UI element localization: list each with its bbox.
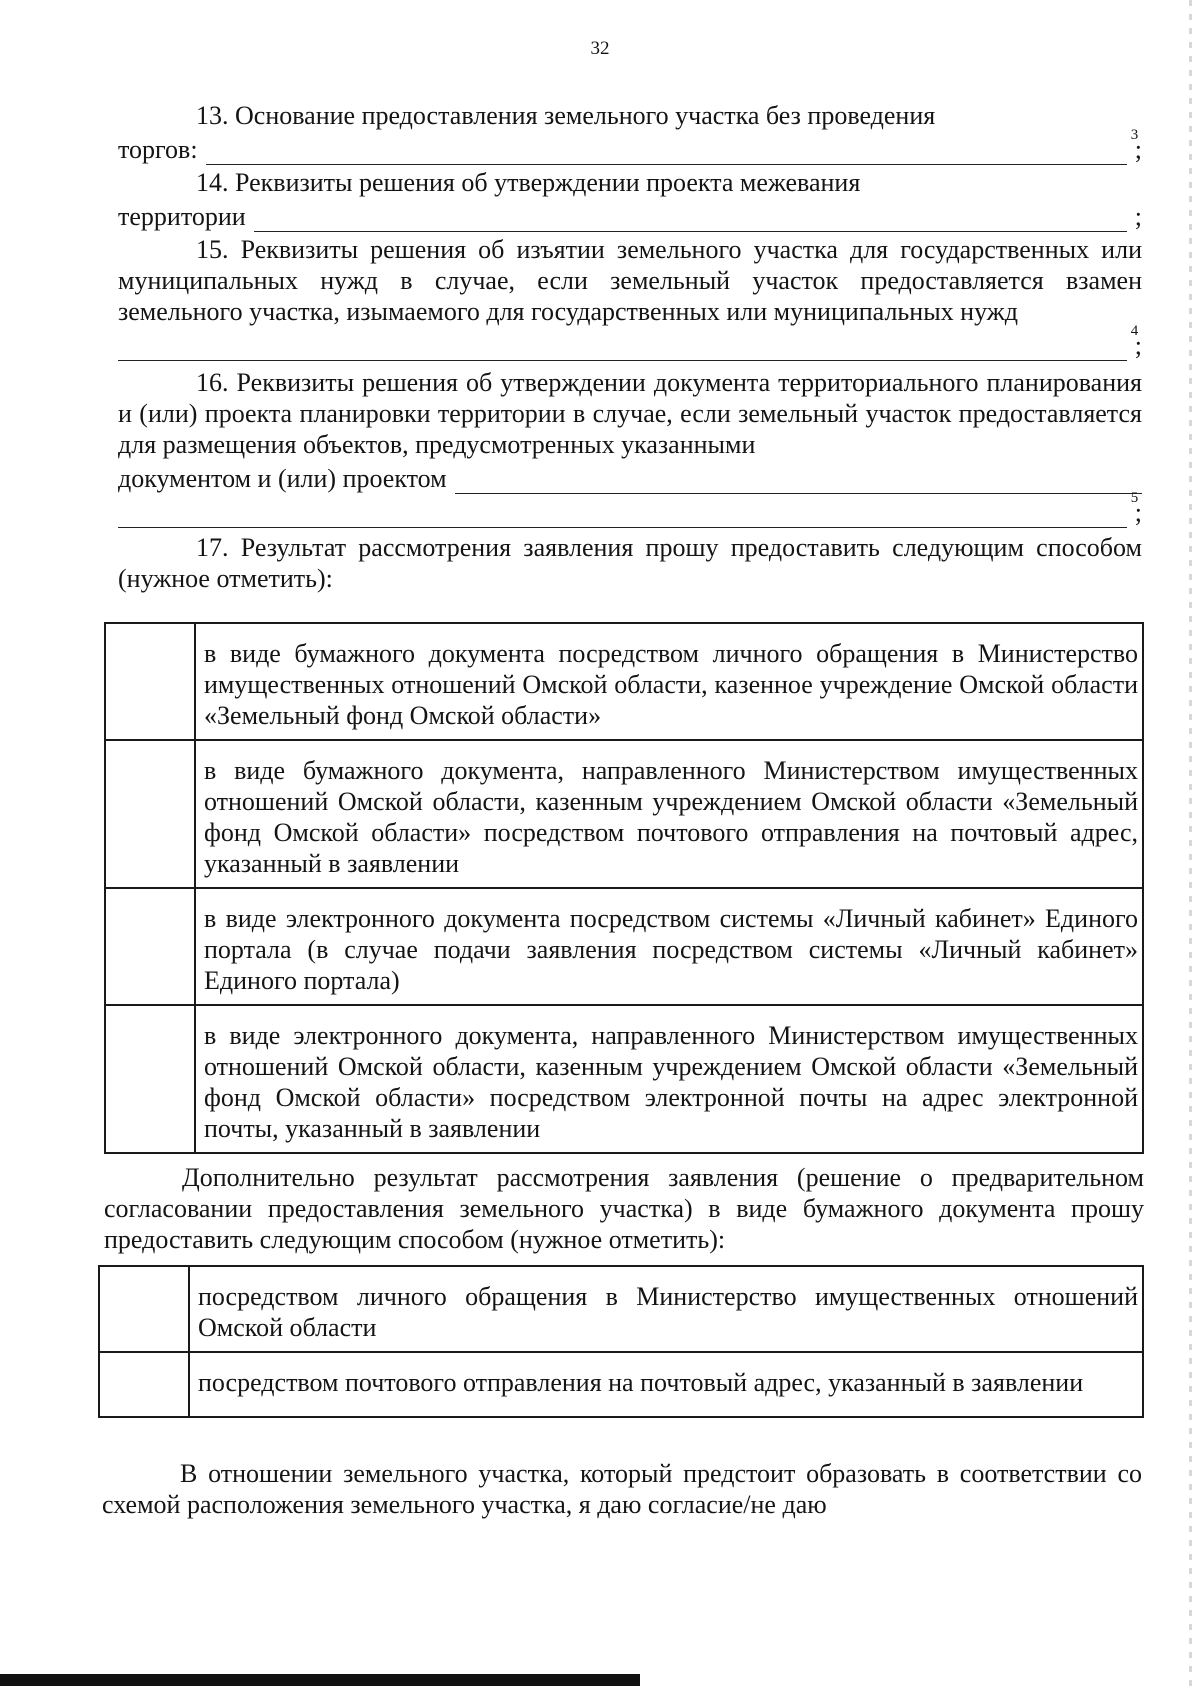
option-text: в виде бумажного документа, направленного Министерством имущественных отношений Омской области, казенным учреждением Омской области «Земельный фонд Омской области» посредством почтового отправления на почтовый адрес, указанный в заявлении: [195, 740, 1143, 888]
item-16-fill-b: [118, 490, 1142, 528]
item-13-text: 13. Основание предоставления земельного участка без проведения: [196, 101, 936, 130]
item-16-end: ;: [1134, 498, 1142, 527]
additional-options-table: [98, 1265, 1144, 1418]
item-13-label: торгов:: [118, 135, 198, 164]
item-14-fill: [118, 198, 1142, 232]
option-checkbox[interactable]: [105, 888, 195, 1005]
result-options-table: [104, 622, 1144, 1154]
table-row: [105, 1005, 1143, 1153]
option-text: в виде электронного документа посредством системы «Личный кабинет» Единого портала (в случае подачи заявления посредством системы «Личный кабинет» Единого портала): [195, 888, 1143, 1005]
option-text: в виде бумажного документа посредством личного обращения в Министерство имущественных отношений Омской области, казенное учреждение Омской области «Земельный фонд Омской области»: [195, 623, 1143, 740]
item-14-end: ;: [1134, 202, 1142, 231]
consent-text: В отношении земельного участка, который предстоит образовать в соответствии со схемой расположения земельного участка, я даю согласие/не даю: [102, 1459, 1142, 1519]
item-14-label: территории: [118, 202, 246, 231]
form-content: [102, 100, 1144, 1520]
item-16-fill-a: [118, 460, 1142, 494]
option-text: посредством почтового отправления на почтовый адрес, указанный в заявлении: [189, 1352, 1143, 1417]
footnote-5: 5: [1130, 490, 1139, 506]
item-15-input-line[interactable]: [118, 334, 1127, 361]
option-text: в виде электронного документа, направленного Министерством имущественных отношений Омской области, казенным учреждением Омской области «Земельный фонд Омской области» посредством электронной почты на адрес электронной почты, указанный в заявлении: [195, 1005, 1143, 1153]
item-13-end: ;: [1134, 135, 1142, 164]
table-row: [105, 623, 1143, 740]
item-16-input-line-1[interactable]: [455, 467, 1142, 494]
scan-bottom-bar: [0, 1674, 640, 1686]
item-13-fill: [118, 127, 1142, 165]
scan-edge-artifact: [1189, 0, 1192, 1686]
table-row: [105, 740, 1143, 888]
option-checkbox[interactable]: [105, 1005, 195, 1153]
option-checkbox[interactable]: [99, 1352, 189, 1417]
item-16-label: документом и (или) проектом: [118, 464, 447, 493]
option-checkbox[interactable]: [99, 1266, 189, 1352]
option-checkbox[interactable]: [105, 623, 195, 740]
option-checkbox[interactable]: [105, 740, 195, 888]
item-15-fill: [118, 323, 1142, 361]
table-row: [99, 1352, 1143, 1417]
item-14-input-line[interactable]: [254, 205, 1127, 232]
item-16-text: 16. Реквизиты решения об утверждении документа территориального планирования и (или) проекта планировки территории в случае, если земельный участок предоставляется для размещения объектов, предусмотренных указанными: [118, 368, 1142, 459]
footnote-3: 3: [1130, 127, 1139, 143]
table-row: [99, 1266, 1143, 1352]
footnote-4: 4: [1130, 323, 1139, 339]
item-15-end: ;: [1134, 331, 1142, 360]
item-14-text: 14. Реквизиты решения об утверждении проекта межевания: [196, 168, 861, 197]
table-row: [105, 888, 1143, 1005]
page-number: 32: [590, 38, 610, 59]
item-17-text: 17. Результат рассмотрения заявления прошу предоставить следующим способом (нужное отметить):: [118, 533, 1142, 593]
item-16-input-line-2[interactable]: [118, 501, 1127, 528]
option-text: посредством личного обращения в Министерство имущественных отношений Омской области: [189, 1266, 1143, 1352]
item-13-input-line[interactable]: [206, 138, 1127, 165]
additional-text: Дополнительно результат рассмотрения заявления (решение о предварительном согласовании предоставления земельного участка) в виде бумажного документа прошу предоставить следующим способом (нужное отметить):: [104, 1163, 1144, 1254]
item-15-text: 15. Реквизиты решения об изъятии земельного участка для государственных или муниципальных нужд в случае, если земельный участок предоставляется взамен земельного участка, изымаемого для государственных или муниципальных нужд: [118, 235, 1142, 326]
